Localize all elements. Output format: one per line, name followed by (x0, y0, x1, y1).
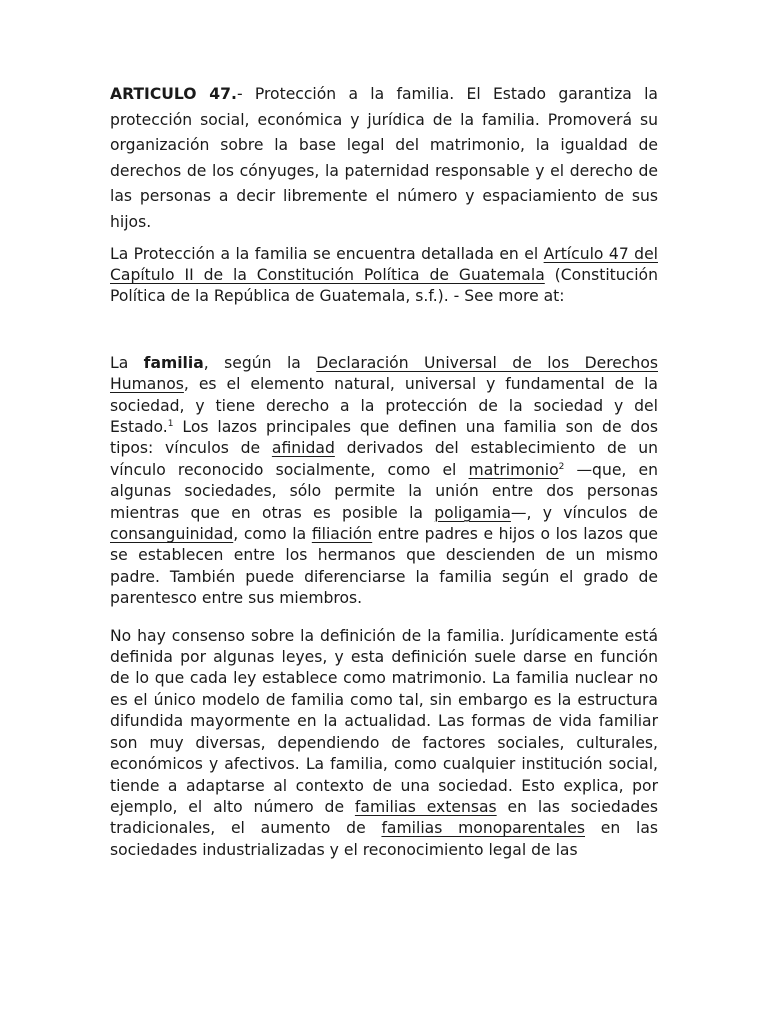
intro-text-2: (Constitución Política de la República de Guatemala, s.f.). - See more at: (110, 265, 658, 306)
link-familias-monoparentales[interactable]: familias monoparentales (381, 819, 585, 838)
definition-text-4: Los lazos principales que definen una familia son de dos tipos: vínculos de (110, 418, 658, 458)
definition-text-9: entre padres e hijos o los lazos que se establecen entre los hermanos que descienden de un mismo padre. También puede diferenciarse la familia según el grado de parentesco entre sus miembros. (110, 525, 658, 608)
footnote-ref-2[interactable]: 2 (558, 461, 565, 472)
link-articulo-47[interactable]: Artículo 47 del Capítulo II de la Constitución Política de Guatemala (110, 244, 658, 284)
definition-text-7: —, y vínculos de (510, 503, 659, 522)
link-filiacion[interactable]: filiación (311, 525, 373, 544)
definition-paragraph (110, 353, 658, 610)
article-text: - Protección a la familia. El Estado garantiza la protección social, económica y jurídica de la familia. Promoverá su organización sobre la base legal del matrimonio, la igualdad de derechos de los cónyuges, la paternidad responsable y el derecho de las personas a decir libremente el número y espaciamiento de sus hijos. (110, 85, 658, 231)
consensus-text-2: en las sociedades tradicionales, el aumento de (110, 797, 658, 838)
article-heading: ARTICULO 47. (110, 85, 237, 103)
consensus-text-1: No hay consenso sobre la definición de la familia. Jurídicamente está definida por algunas leyes, y esta definición suele darse en función de lo que cada ley establece como matrimonio. La familia nuclear no es el único modelo de familia como tal, sin embargo es la estructura difundida mayormente en la actualidad. Las formas de vida familiar son muy diversas, dependiendo de factores sociales, culturales, económicos y afectivos. La familia, como cualquier institución social, tiende a adaptarse al contexto de una sociedad. Esto explica, por ejemplo, el alto número de (110, 626, 658, 816)
definition-text-6: —que, en algunas sociedades, sólo permite la unión entre dos personas mientras que en otras es posible la (110, 460, 658, 522)
definition-text-3: , es el elemento natural, universal y fundamental de la sociedad, y tiene derecho a la protección de la sociedad y del Estado. (110, 375, 658, 436)
link-poligamia[interactable]: poligamia (434, 503, 511, 522)
consensus-text-3: en las sociedades industrializadas y el reconocimiento legal de las (110, 819, 659, 859)
link-declaracion-derechos-humanos[interactable]: Declaración Universal de los Derechos Humanos (110, 353, 658, 394)
consensus-paragraph (110, 626, 658, 861)
intro-paragraph (110, 244, 658, 308)
definition-text-1: La (110, 353, 144, 372)
footnote-ref-1[interactable]: 1 (167, 418, 174, 429)
definition-text-2: , según la (203, 353, 317, 372)
term-familia: familia (143, 353, 204, 372)
definition-text-8: , como la (233, 525, 312, 544)
link-matrimonio[interactable]: matrimonio (468, 460, 559, 479)
link-familias-extensas[interactable]: familias extensas (354, 797, 497, 816)
article-47-paragraph (110, 82, 658, 236)
link-consanguinidad[interactable]: consanguinidad (110, 525, 234, 544)
link-afinidad[interactable]: afinidad (271, 439, 335, 458)
intro-text-1: La Protección a la familia se encuentra detallada en el (110, 244, 544, 263)
document-page (110, 82, 658, 861)
definition-text-5: derivados del establecimiento de un vínculo reconocido socialmente, como el (110, 439, 658, 479)
